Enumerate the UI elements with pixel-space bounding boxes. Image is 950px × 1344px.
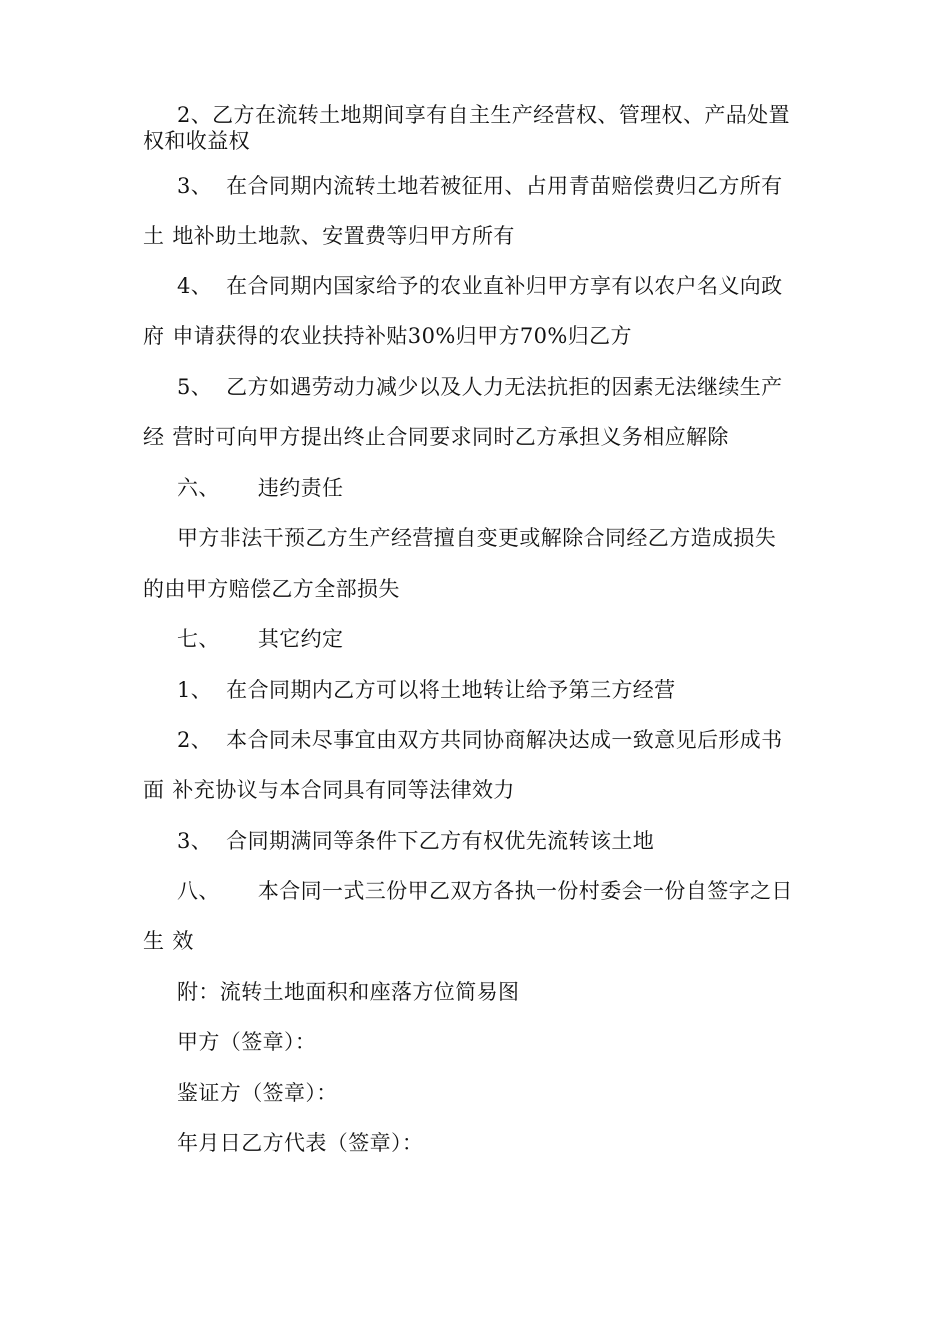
- witness-signature-line: [177, 1079, 857, 1107]
- text: 合同期满同等条件下乙方有权优先流转该土地: [226, 829, 655, 853]
- clause-5-4-line-2: [143, 322, 823, 350]
- section-7-heading: [177, 625, 857, 653]
- section-title: 其它约定: [257, 627, 344, 651]
- section-6-text-line-2: [143, 575, 823, 603]
- clause-number: 3、: [177, 174, 213, 198]
- text: 乙方如遇劳动力减少以及人力无法抗拒的因素无法继续生产: [226, 375, 783, 399]
- text: 的由甲方赔偿乙方全部损失: [143, 577, 400, 601]
- clause-5-3-line-1: [177, 172, 857, 200]
- section-title: 违约责任: [257, 476, 344, 500]
- clause-number: 2、: [177, 728, 213, 752]
- section-number: 七、: [177, 627, 220, 651]
- text: 本合同一式三份甲乙双方各执一份村委会一份自签字之日: [257, 879, 793, 903]
- text: 地补助土地款、安置费等归甲方所有: [172, 224, 515, 248]
- clause-5-3-line-2: [143, 222, 823, 250]
- text: 权和收益权: [143, 129, 250, 153]
- text: 效: [172, 929, 194, 953]
- clause-5-5-line-1: [177, 373, 857, 401]
- text: 府: [143, 324, 165, 348]
- attachment-note: [177, 978, 857, 1006]
- text: 2、乙方在流转土地期间享有自主生产经营权、管理权、产品处置: [177, 103, 790, 127]
- section-number: 六、: [177, 476, 220, 500]
- text: 年月日乙方代表（签章）：: [177, 1131, 424, 1155]
- text: 甲方非法干预乙方生产经营擅自变更或解除合同经乙方造成损失: [177, 526, 777, 550]
- section-number: 八、: [177, 879, 220, 903]
- text: 附：流转土地面积和座落方位简易图: [177, 980, 520, 1004]
- section-8-line-1: [177, 877, 857, 905]
- text: 本合同未尽事宜由双方共同协商解决达成一致意见后形成书: [226, 728, 783, 752]
- text: 面: [143, 778, 165, 802]
- text: 经: [143, 425, 165, 449]
- section-6-text-line-1: [177, 524, 857, 552]
- clause-5-4-line-1: [177, 272, 857, 300]
- text: 营时可向甲方提出终止合同要求同时乙方承担义务相应解除: [172, 425, 729, 449]
- party-a-signature-line: [177, 1028, 857, 1056]
- clause-7-2-line-1: [177, 726, 857, 754]
- text: 在合同期内乙方可以将土地转让给予第三方经营: [226, 678, 676, 702]
- text: 土: [143, 224, 165, 248]
- clause-number: 5、: [177, 375, 213, 399]
- clause-5-2-line-2: [143, 127, 823, 155]
- clause-7-2-line-2: [143, 776, 823, 804]
- section-8-line-2: [143, 927, 823, 955]
- text: 补充协议与本合同具有同等法律效力: [172, 778, 515, 802]
- text: 在合同期内流转土地若被征用、占用青苗赔偿费归乙方所有: [226, 174, 783, 198]
- party-b-signature-line: [177, 1129, 857, 1157]
- clause-7-3: [177, 827, 857, 855]
- text: 申请获得的农业扶持补贴30%归甲方70%归乙方: [172, 324, 632, 348]
- text: 在合同期内国家给予的农业直补归甲方享有以农户名义向政: [226, 274, 783, 298]
- clause-5-2-line-1: [177, 101, 857, 129]
- clause-7-1: [177, 676, 857, 704]
- clause-number: 3、: [177, 829, 213, 853]
- clause-number: 1、: [177, 678, 213, 702]
- text: 鉴证方（签章）：: [177, 1081, 338, 1105]
- clause-5-5-line-2: [143, 423, 823, 451]
- text: 甲方（签章）：: [177, 1030, 317, 1054]
- section-6-heading: [177, 474, 857, 502]
- text: 生: [143, 929, 165, 953]
- clause-number: 4、: [177, 274, 213, 298]
